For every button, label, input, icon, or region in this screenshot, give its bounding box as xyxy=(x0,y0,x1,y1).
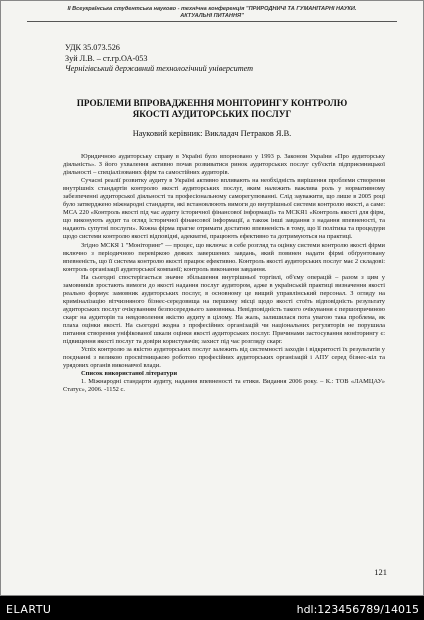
paragraph-5: Успіх контролю за якістю аудиторських послуг залежить від системності заходів і відкритості їх результатів у поєднанні з великою просвітницькою роботою професійних аудиторських організацій і АПУ серед бізнес-кіл та урядових органів виконавчої влади. xyxy=(63,346,385,370)
references-heading: Список використаної літератури xyxy=(81,370,178,378)
paragraph-2: Сучасні реалії розвитку аудиту в Україні активно впливають на необхідність вирішення проблеми створення внутрішніх стандартів контролю якості аудиторських послуг, яким належить важлива роль у нормативному забезпеченні аудиторської діяльності та професіональному самoрегулюванні. Слід зауважити, що лише в 2005 році було затверджено міжнародні стандарти, які встановлюють вимоги до внутрішньої системи контролю якості, а саме: МСА 220 «Контроль якості під час аудиту історичної фінансової інформації» та МСКЯ1 «Контроль якості для фірм, що виконують аудит та огляд історичної фінансової інформації, а також інші завдання з надання впевненості, та надають супутні послуги». Кожна фірма прагне отримати достатню впевненість в тому, що її політика та процедури щодо системи контролю якості відповідні, адекватні, працюють ефективно та дотримуються на практиці. xyxy=(63,177,385,241)
university-name: Чернігівський державний технологічний університет xyxy=(65,64,254,73)
viewer-footer-bar xyxy=(0,596,424,620)
conference-header xyxy=(27,6,397,19)
supervisor-line: Науковий керівник: Викладач Петраков Я.В. xyxy=(132,129,292,138)
conference-header-line2: АКТУАЛЬНІ ПИТАННЯ" xyxy=(180,12,244,19)
handle-identifier[interactable]: hdl:123456789/14015 xyxy=(296,603,419,616)
paragraph-3: Згідно МСКЯ 1 "Моніторинг" — процес, що включа: в себе розгляд та оцінку системи контролю якості фірми включно з періодичною перевіркою деяких завершених завдань, який повинен надати фірмі обґрунтовану впевненість, що її система контролю якості працює ефективно. Контроль якості аудиторських послуг має 2 складові: контроль організації аудиторської компанії; контроль виконання завдання. xyxy=(63,241,385,273)
article-body xyxy=(63,153,385,394)
repository-name: ELARTU xyxy=(6,603,52,616)
article-title xyxy=(41,98,383,120)
title-line2: ЯКОСТІ АУДИТОРСЬКИХ ПОСЛУГ xyxy=(132,109,292,119)
udc-code: УДК 35.073.526 xyxy=(65,43,120,52)
paragraph-1: Юридичною аудиторську справу в Україні було впорновано у 1993 р. Законом України «Про аудиторську діяльність». З його ухвалення активно почав розвиватися ринок аудиторських послуг суб'єктів підприємницької діяльності – спеціалізованих фірм та самостійних аудиторів. xyxy=(63,153,385,177)
paragraph-4: На сьогодні спостерігається значне збільшення внутрішньої торгівлі, об'єму операцій – разом з цим у замовників зростають вимоги до якості надання послуг аудитором, адже в українській практиці визначення якості реально формує замовник аудиторських послуг, в основному це вищий управлінський персонал. З огляду на криміналізацію вітчизняного бізнес-середовища на першому місці щодо якості стоїть відповідність результату аудиторських послуг очікуванням безпосереднього замовника. Невідповідність такого очікування є першопричиною скарг на аудиторів та невдоволення якістю аудиту в цілому. На жаль, залишилася пота увагою така проблема, як плаха оцінки якості. На сьогодні жодна з професійних організацій чи національних регуляторів не порушила питання створення уніфікованої шкали оцінки якості аудиторських послуг. Причинами застосування моніторингу є: підвищення якості послуг та довіри користувачів; захист під час розгляду скарг. xyxy=(63,273,385,346)
reference-1: 1. Міжнародні стандарти аудиту, надання впевненості та етики. Видання 2006 року. – К.: ТОВ «ЛАМЦАУ» Статус», 2006. -1152 с. xyxy=(63,378,385,394)
conference-header-line1: ІІ Всеукраїнська студентська науково - технічна конференція "ПРИРОДНИЧІ ТА ГУМАНІТАРНІ НАУКИ. xyxy=(67,6,357,12)
page-number: 121 xyxy=(374,567,387,577)
title-line1: ПРОБЛЕМИ ВПРОВАДЖЕННЯ МОНІТОРИНГУ КОНТРОЛЮ xyxy=(76,98,348,108)
author-line: Зуй Л.В. – ст.гр.ОА-053 xyxy=(65,53,148,63)
header-rule xyxy=(27,21,397,22)
article-meta xyxy=(65,43,253,75)
